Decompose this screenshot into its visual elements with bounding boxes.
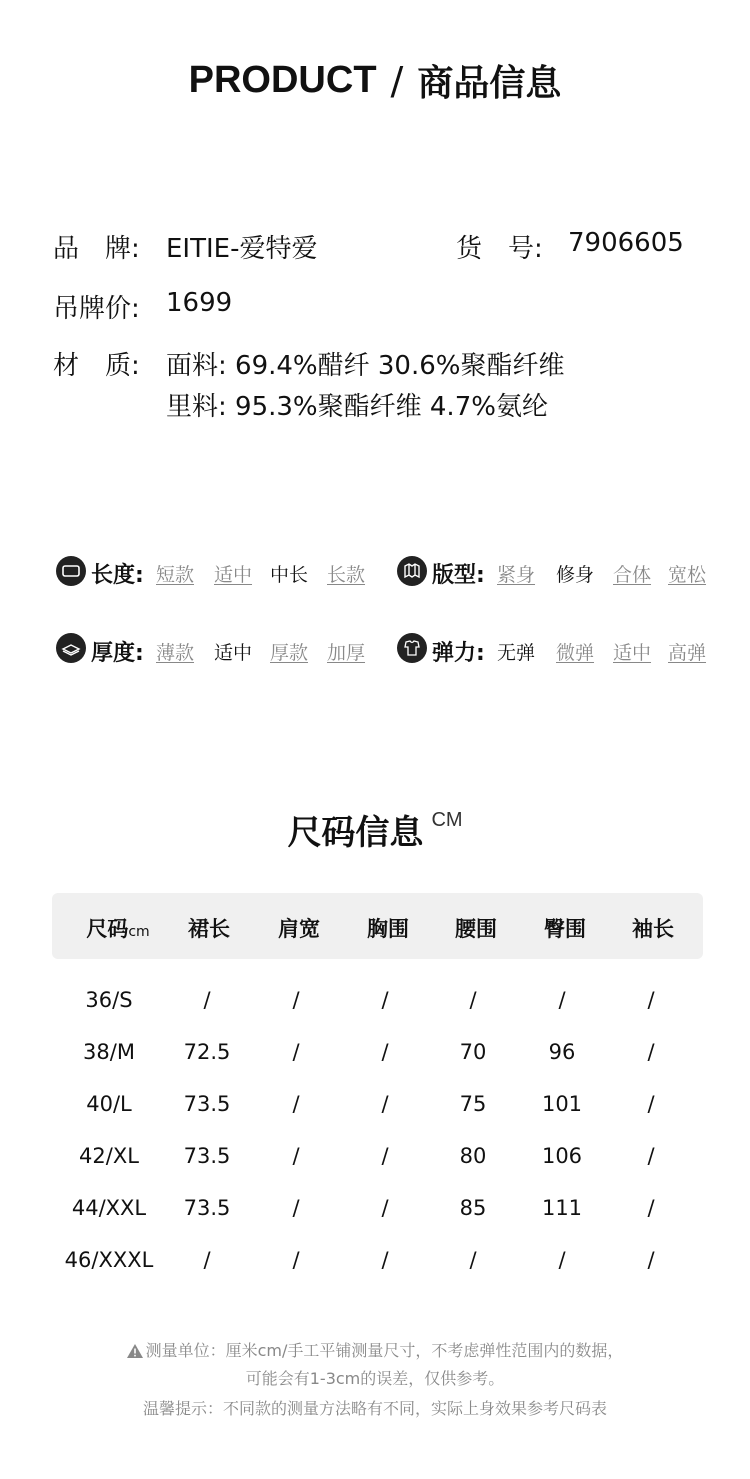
material-label: 材 质:: [53, 351, 140, 381]
table-cell: 36/S: [85, 988, 133, 1012]
fit-label: 版型:: [432, 563, 485, 588]
elasticity-icon: [397, 633, 427, 663]
header-hip: 臀围: [544, 917, 586, 941]
table-cell: 70: [459, 1040, 487, 1064]
note-text-1: 测量单位：厘米cm/手工平铺测量尺寸，不考虑弹性范围内的数据，: [145, 1341, 624, 1360]
title-zh: 商品信息: [417, 63, 562, 104]
page-title: [0, 55, 750, 106]
table-cell: /: [292, 1196, 300, 1220]
table-cell: /: [647, 1248, 655, 1272]
size-info-unit: CM: [431, 809, 463, 831]
elasticity-option: 适中: [613, 642, 652, 664]
price-value: 1699: [166, 288, 233, 318]
table-cell: /: [558, 1248, 566, 1272]
fit-option: 合体: [613, 564, 652, 586]
brand-value: EITIE-爱特爱: [166, 234, 318, 264]
sku-label: 货 号:: [456, 234, 543, 264]
thickness-icon: [56, 633, 86, 663]
table-cell: 106: [541, 1144, 583, 1168]
sku-value: 7906605: [568, 228, 684, 258]
elasticity-label: 弹力:: [432, 641, 485, 666]
length-option: 适中: [214, 564, 253, 586]
table-cell: 40/L: [86, 1092, 132, 1116]
price-label: 吊牌价:: [53, 294, 140, 324]
table-cell: 73.5: [183, 1196, 231, 1220]
table-cell: /: [292, 1248, 300, 1272]
table-cell: 42/XL: [79, 1144, 139, 1168]
note-line-2: 可能会有1-3cm的误差，仅供参考。: [245, 1369, 505, 1388]
length-option: 长款: [327, 564, 366, 586]
table-cell: /: [292, 1144, 300, 1168]
thickness-option: 薄款: [156, 642, 195, 664]
table-cell: 101: [541, 1092, 583, 1116]
table-cell: /: [381, 1144, 389, 1168]
header-size: [63, 913, 173, 943]
fit-option: 紧身: [497, 564, 536, 586]
table-cell: /: [203, 1248, 211, 1272]
table-cell: /: [381, 1196, 389, 1220]
note-line-3: 温馨提示：不同款的测量方法略有不同，实际上身效果参考尺码表: [142, 1399, 607, 1418]
length-icon: [56, 556, 86, 586]
table-cell: 96: [548, 1040, 576, 1064]
table-cell: /: [292, 988, 300, 1012]
fit-option-selected: 修身: [556, 564, 595, 586]
table-cell: /: [647, 1092, 655, 1116]
table-cell: 73.5: [183, 1092, 231, 1116]
header-waist: 腰围: [455, 917, 497, 941]
table-cell: /: [381, 1248, 389, 1272]
thickness-option: 加厚: [327, 642, 366, 664]
header-bust: 胸围: [367, 917, 409, 941]
table-cell: 73.5: [183, 1144, 231, 1168]
material-line-1: 面料: 69.4%醋纤 30.6%聚酯纤维: [166, 351, 565, 381]
length-option-selected: 中长: [270, 564, 309, 586]
brand-label: 品 牌:: [53, 234, 140, 264]
table-cell: 46/XXXL: [64, 1248, 154, 1272]
table-cell: 85: [459, 1196, 487, 1220]
table-cell: 111: [541, 1196, 583, 1220]
table-cell: /: [647, 1144, 655, 1168]
length-option: 短款: [156, 564, 195, 586]
elasticity-option-selected: 无弹: [497, 642, 536, 664]
elasticity-option: 微弹: [556, 642, 595, 664]
size-info-title: [0, 805, 750, 854]
length-label: 长度:: [91, 563, 144, 588]
table-cell: /: [469, 988, 477, 1012]
warning-icon: [127, 1344, 143, 1358]
header-sleeve: 袖长: [632, 917, 674, 941]
table-cell: /: [381, 1092, 389, 1116]
header-skirt-length: 裙长: [188, 917, 230, 941]
table-cell: /: [469, 1248, 477, 1272]
title-en: PRODUCT: [188, 59, 377, 101]
material-line-2: 里料: 95.3%聚酯纤维 4.7%氨纶: [166, 392, 548, 422]
table-cell: /: [647, 1196, 655, 1220]
table-cell: /: [292, 1092, 300, 1116]
thickness-option: 厚款: [270, 642, 309, 664]
table-cell: 44/XXL: [71, 1196, 147, 1220]
table-cell: /: [381, 1040, 389, 1064]
table-cell: /: [558, 988, 566, 1012]
thickness-label: 厚度:: [91, 641, 144, 666]
table-cell: 75: [459, 1092, 487, 1116]
note-line-1: [0, 1338, 750, 1361]
thickness-option-selected: 适中: [214, 642, 253, 664]
table-cell: /: [647, 1040, 655, 1064]
table-cell: /: [381, 988, 389, 1012]
table-cell: 80: [459, 1144, 487, 1168]
size-info-heading: 尺码信息: [287, 813, 424, 853]
header-shoulder: 肩宽: [278, 917, 320, 941]
fit-icon: [397, 556, 427, 586]
elasticity-option: 高弹: [668, 642, 707, 664]
table-cell: /: [292, 1040, 300, 1064]
fit-option: 宽松: [668, 564, 707, 586]
header-size-unit: cm: [128, 924, 150, 940]
table-cell: 72.5: [183, 1040, 231, 1064]
header-size-label: 尺码: [86, 917, 129, 941]
title-slash: /: [390, 58, 404, 103]
table-cell: /: [647, 988, 655, 1012]
table-cell: /: [203, 988, 211, 1012]
table-cell: 38/M: [83, 1040, 135, 1064]
